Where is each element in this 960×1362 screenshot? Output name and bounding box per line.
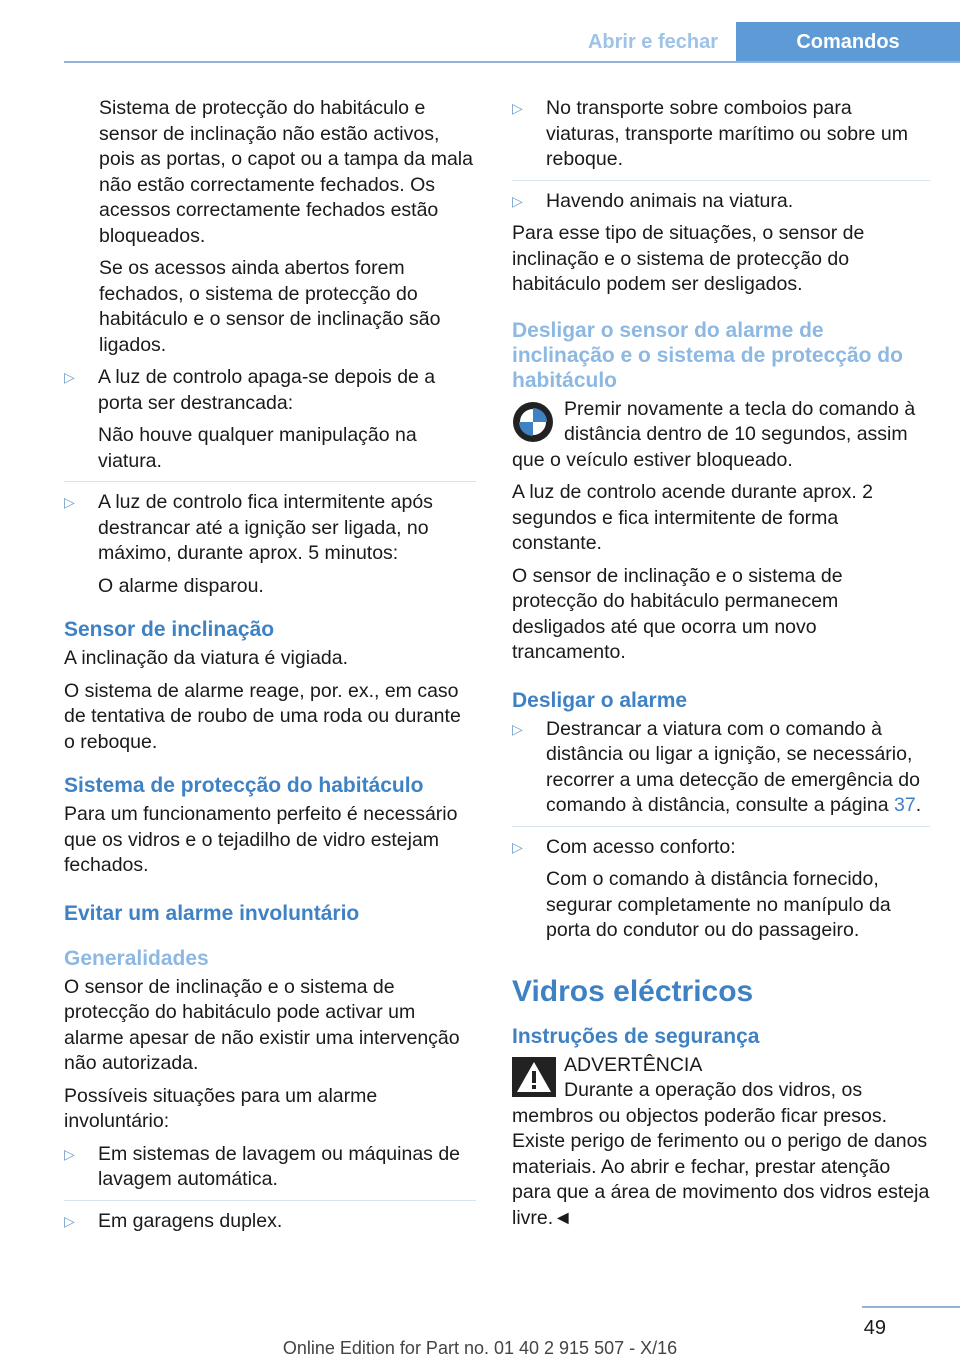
list-item [64,1142,476,1193]
paragraph: Para esse tipo de situações, o sensor de inclinação e o sistema de protecção do habitáculo podem ser desligados. [512,222,865,295]
left-column [64,96,476,1241]
header-section: Abrir e fechar [587,31,719,53]
list-item-text: Com acesso conforto: [546,835,736,858]
intro-paragraph: Sistema de protecção do habitáculo e sensor de inclinação não estão activos, pois as portas, o capot ou a tampa da mala não estão correctamente fechados. Os acessos correctamente fechados estão bloqueados. [99,97,473,247]
paragraph: Possíveis situações para um alarme involuntário: [64,1084,378,1132]
paragraph: Premir novamente a tecla do comando à distância dentro de 10 segundos, assim que o veículo estiver bloqueado. [512,397,916,471]
paragraph: A luz de controlo acende durante aprox. 2 segundos e fica intermitente de forma constante. [512,481,873,554]
list-item-text-main: Destrancar a viatura com o comando à distância ou ligar a ignição, se necessário, recorrer a uma detecção de emergência do comando à distância, consulte a página [546,717,920,816]
heading-disable-sensor: Desligar o sensor do alarme de inclinação e o sistema de protecção do habitáculo [512,318,903,392]
list-item-text-end: . [915,794,922,816]
triangle-bullet-icon: ▷ [64,494,75,510]
heading-safety: Instruções de segurança [512,1024,760,1048]
footer-edition: Online Edition for Part no. 01 40 2 915 507 - X/16 [282,1338,678,1358]
list-item-text: Em sistemas de lavagem ou máquinas de lavagem automática. [98,1142,461,1190]
list-item-text: A luz de controlo fica intermitente após destrancar até a ignição ser ligada, no máximo, durante aprox. 5 minutos: [98,491,433,564]
warning-text: Durante a operação dos vidros, os membros ou objectos poderão ficar presos. Existe perigo de ferimento ou o perigo de danos materiais. Ao abrir e fechar, prestar atenção para que a área de movimento dos vidros esteja livre.◄ [512,1079,930,1229]
heading-tilt-sensor: Sensor de inclinação [64,618,275,641]
triangle-bullet-icon: ▷ [512,838,523,855]
paragraph: O sistema de alarme reage, por. ex., em caso de tentativa de roubo de uma roda ou durante o reboque. [64,679,461,753]
list-item-subtext: O alarme disparou. [98,574,264,597]
list-item [64,365,476,474]
page-number: 49 [863,1317,886,1339]
triangle-bullet-icon: ▷ [512,192,523,209]
right-column [512,96,930,1238]
warning-title: ADVERTÊNCIA [564,1053,703,1076]
list-item-subtext: Não houve qualquer manipulação na viatura. [98,424,417,472]
heading-general: Generalidades [64,946,209,970]
paragraph: O sensor de inclinação e o sistema de protecção do habitáculo permanecem desligados até que ocorra um novo trancamento. [512,564,843,663]
header-rule [64,61,960,63]
triangle-bullet-icon: ▷ [64,369,75,385]
remote-instruction [512,397,930,474]
list-item [512,826,930,944]
heading-power-windows: Vidros eléctricos [512,974,754,1008]
heading-avoid-alarm: Evitar um alarme involuntário [64,901,360,925]
page-reference-link[interactable]: 37 [894,794,916,816]
triangle-bullet-icon: ▷ [512,720,523,737]
paragraph: A inclinação da viatura é vigiada. [64,647,349,669]
paragraph: Para um funcionamento perfeito é necessário que os vidros e o tejadilho de vidro estejam fechados. [64,803,458,876]
list-item [512,717,930,819]
list-item-text: A luz de controlo apaga-se depois de a porta ser destrancada: [98,366,436,414]
paragraph: O sensor de inclinação e o sistema de protecção do habitáculo pode activar um alarme apesar de não existir uma intervenção não autorizada. [64,975,460,1074]
warning-triangle-icon [512,1057,556,1097]
triangle-bullet-icon: ▷ [512,100,523,116]
triangle-bullet-icon: ▷ [64,1212,75,1229]
list-item-subtext: Com o comando à distância fornecido, segurar completamente no manípulo da porta do condutor ou do passageiro. [546,868,891,941]
list-item [512,180,930,215]
list-item [64,1200,476,1235]
footer-rule [862,1306,960,1308]
triangle-bullet-icon: ▷ [64,1145,75,1162]
list-item [64,481,476,599]
list-item-text: Em garagens duplex. [98,1209,283,1232]
heading-alarm-off: Desligar o alarme [512,688,688,712]
list-item-text: No transporte sobre comboios para viaturas, transporte marítimo ou sobre um reboque. [546,97,908,170]
heading-cabin-protection: Sistema de protecção do habitáculo [64,774,424,797]
bmw-remote-key-icon [512,401,554,443]
list-item-text [546,717,930,819]
header-chapter-tab: Comandos [736,22,960,62]
list-item-text: Havendo animais na viatura. [546,189,794,212]
intro-paragraph: Se os acessos ainda abertos forem fechados, o sistema de protecção do habitáculo e o sensor de inclinação são ligados. [99,257,441,356]
list-item [512,96,930,173]
warning-block [512,1053,930,1232]
